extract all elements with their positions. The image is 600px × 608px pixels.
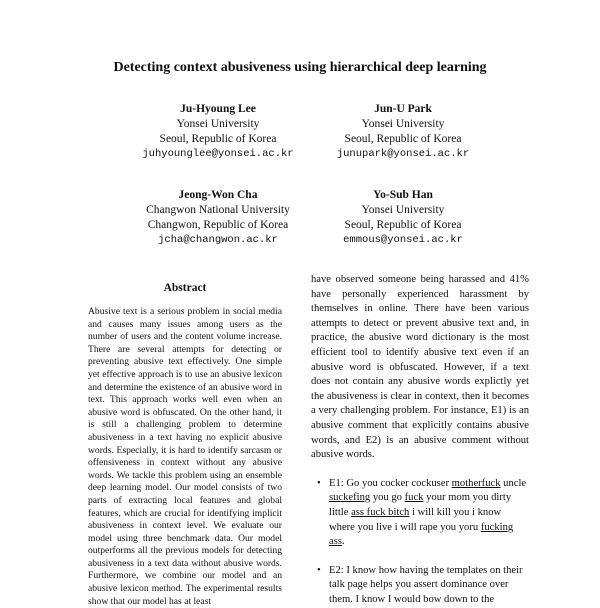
example-item-e1 bbox=[317, 477, 529, 550]
author-affiliation: Changwon National University bbox=[146, 204, 290, 216]
bullet-icon: • bbox=[317, 564, 321, 576]
bullet-icon: • bbox=[317, 477, 321, 489]
author-name: Yo-Sub Han bbox=[373, 189, 433, 201]
author-email[interactable]: jcha@changwon.ac.kr bbox=[158, 234, 278, 246]
example-text: your mom you dirty little bbox=[329, 492, 512, 518]
underlined-word: suckefing bbox=[329, 492, 371, 504]
example-text: E1: Go you cocker cockuser bbox=[329, 477, 452, 489]
example-text: i will kill you i know where you live i will rape you yoru bbox=[329, 506, 502, 533]
author-name: Jun-U Park bbox=[374, 103, 432, 115]
abstract-heading: Abstract bbox=[163, 282, 207, 294]
author-email[interactable]: junupark@yonsei.ac.kr bbox=[336, 148, 470, 160]
author-name: Ju-Hyoung Lee bbox=[180, 103, 256, 115]
author-location: Seoul, Republic of Korea bbox=[344, 133, 462, 145]
author-email[interactable]: emmous@yonsei.ac.kr bbox=[343, 234, 463, 246]
underlined-word: fuck bbox=[404, 492, 424, 504]
underlined-word: fucking ass bbox=[329, 521, 514, 548]
underlined-word: motherfuck bbox=[451, 477, 501, 489]
example-text: you go bbox=[370, 492, 405, 504]
author-affiliation: Yonsei University bbox=[361, 204, 445, 216]
paper-title: Detecting context abusiveness using hierarchical deep learning bbox=[113, 60, 487, 75]
body-paragraph: have observed someone being harassed and 41% have personally experienced harassment by themselves in online. There have been various attempts to detect or prevent abusive text and, in practice, the abusive word dictionary is the most efficient tool to identify abusive text even if an abusive word is obfuscated. However, if a text does not contain any abusive words explictly yet the abusiveness is clear in context, then it becomes a very challenging problem. For instance, E1) is an abusive comment that explicitly contains abusive words, and E2) is an abusive comment without abusive words. bbox=[311, 274, 529, 461]
author-affiliation: Yonsei University bbox=[361, 118, 445, 130]
abstract-text: Abusive text is a serious problem in social media and causes many issues among users as the number of users and the content volume increase. There are several attempts for detecting or preventing abusive text effectively. One simple yet effective approach is to use an abusive lexicon and determine the existence of an abusive word in text. This approach works well even when an abusive word is obfuscated. On the other hand, it is still a challenging problem to determine abusiveness in a text having no explicit abusive words. Especially, it is hard to identify sarcasm or offensiveness in context without any abusive words. We tackle this problem using an ensemble deep learning model. Our model consists of two parts of extracting local features and global features, which are crucial for identifying implicit abusiveness in context level. We evaluate our model using three benchmark data. Our model outperforms all the previous models for detecting abusiveness in a text data without abusive words. Furthermore, we combine our model and an abusive lexicon method. The experimental results show that our model has at least bbox=[88, 306, 282, 607]
body-column bbox=[311, 273, 529, 605]
example-text: . bbox=[341, 536, 345, 548]
author-location: Seoul, Republic of Korea bbox=[344, 219, 462, 231]
author-email[interactable]: juhyounglee@yonsei.ac.kr bbox=[142, 148, 294, 160]
underlined-word: ass fuck bitch bbox=[351, 506, 410, 518]
example-item-e2 bbox=[317, 564, 529, 608]
author-location: Seoul, Republic of Korea bbox=[159, 133, 277, 145]
author-block bbox=[268, 102, 538, 162]
example-list bbox=[311, 477, 529, 608]
author-affiliation: Yonsei University bbox=[176, 118, 260, 130]
author-name: Jeong-Won Cha bbox=[178, 189, 258, 201]
author-block bbox=[268, 188, 538, 248]
author-location: Changwon, Republic of Korea bbox=[147, 219, 289, 231]
example-text: E2: I know how having the templates on their talk page helps you assert dominance over them. I know I would bow down to the bbox=[329, 564, 523, 605]
example-text: uncle bbox=[500, 477, 527, 489]
